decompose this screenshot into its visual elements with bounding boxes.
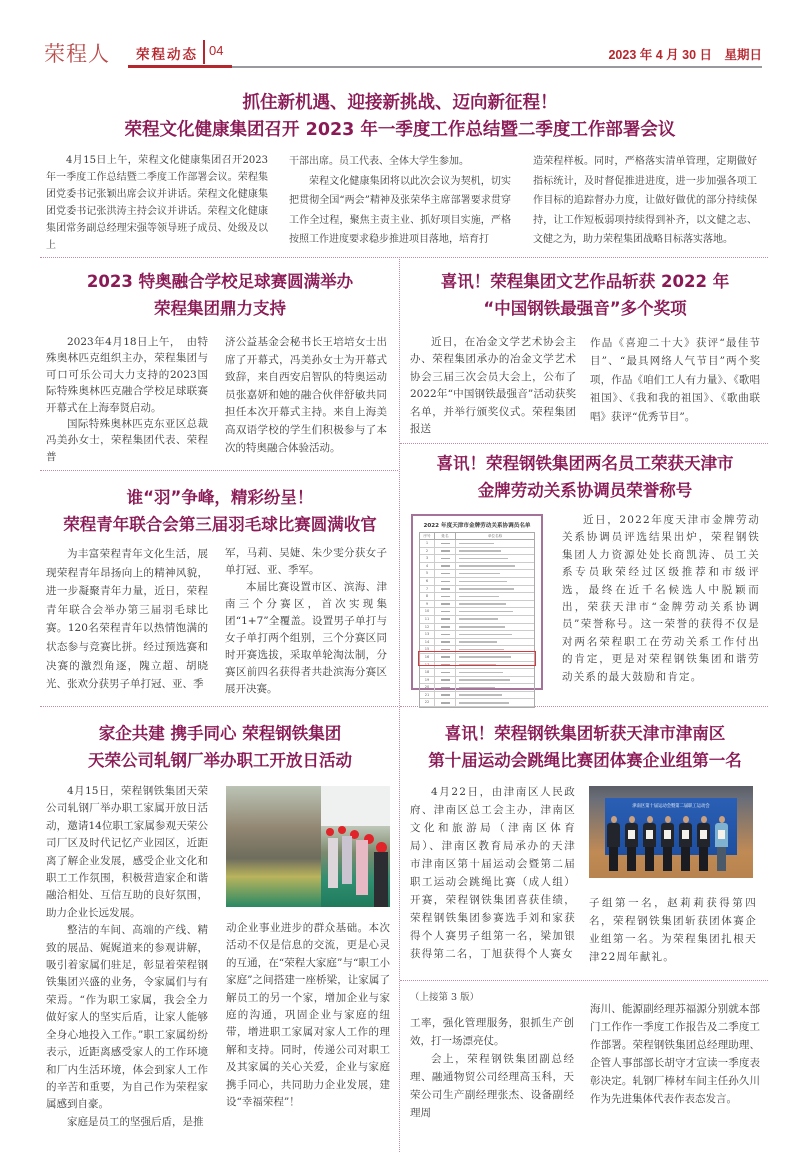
name-cell: [435, 586, 456, 593]
honoree-table-row: [420, 677, 534, 685]
honoree-table: [419, 532, 535, 708]
badminton-col-2: [225, 545, 387, 698]
company-cell: [456, 692, 534, 699]
team-member: [679, 816, 692, 872]
name-cell: [435, 692, 456, 699]
lead-article-col-3: [533, 152, 757, 250]
name-cell: [435, 578, 456, 585]
headline-line: 2023 特奥融合学校足球赛圆满举办: [86, 272, 354, 291]
honoree-table-row: [420, 669, 534, 677]
list-image-title: 2022 年度天津市金牌劳动关系协调员名单: [423, 523, 531, 529]
name-cell: [435, 570, 456, 577]
paragraph: 4月22日，由津南区人民政府、津南区总工会主办，津南区文化和旅游局（津南区体育局）、津南区教育局承办的天津市津南区第十届运动会暨第二届职工运动会跳绳比赛（成人组）开赛，荣程钢铁集团喜获佳绩，荣程钢铁集团参赛选手刘和家获得个人赛男子组第一名，梁加银获得第二名，丁旭获得个人赛女: [410, 786, 576, 960]
row-number: 5: [420, 570, 435, 577]
row-number: 4: [420, 563, 435, 570]
continued-col-2: [590, 1000, 760, 1108]
honoree-table-row: [420, 555, 534, 563]
paragraph: 海川、能源副经理苏福源分别就本部门工作作一季度工作报告及二季度工作部署。荣程钢铁集团总经理助理、企管人事部部长胡守才宣读一季度表彰决定。轧钢厂棒材车间主任孙久川作为先进集体代表作表态发言。: [590, 1003, 760, 1105]
company-cell: [456, 624, 534, 631]
steel-voice-headline: [400, 268, 770, 322]
newspaper-logo: 荣程人: [44, 42, 110, 66]
honoree-list-image: [411, 514, 543, 705]
steel-voice-col-2: [590, 334, 760, 426]
company-cell: [456, 699, 534, 706]
labor-coordinator-col-1: [562, 512, 760, 686]
issue-date: 2023 年 4 月 30 日 星期日: [608, 48, 762, 62]
backdrop-banner-text: 津南区第十届运动会暨第二届职工运动会: [632, 804, 710, 809]
row-number: 6: [420, 578, 435, 585]
special-olympics-col-2: [225, 334, 387, 457]
paragraph: 干部出席。员工代表、全体大学生参加。: [289, 156, 469, 167]
highlight-box: [418, 651, 536, 666]
company-cell: [456, 563, 534, 570]
award-team-photo: [589, 786, 753, 878]
team-member: [643, 816, 656, 872]
row-number: 20: [420, 684, 435, 691]
name-cell: [435, 540, 456, 547]
lead-article-headline: [40, 90, 760, 144]
visitor: [342, 836, 352, 884]
row-number: 10: [420, 608, 435, 615]
paragraph: 2023年4月18日上午， 由特殊奥林匹克组织主办，荣程集团与可口可乐公司大力支持的2023国际特殊奥林匹克融合学校足球联赛开幕式在上海奉贤启动。: [46, 336, 208, 414]
paragraph: 造荣程样板。同时，严格落实清单管理，定期做好指标统计，及时督促推进进度，进一步加强各项工作目标的追踪督办力度，让做好做优的部分持续保持，让工作短板弱项持续得到补齐，以文健之志、文健之为，助力荣程集团战略目标落实落地。: [533, 156, 757, 246]
rope-skipping-col-1: [410, 783, 576, 963]
page-number: 04: [209, 43, 224, 58]
name-cell: [435, 677, 456, 684]
rope-skipping-col-2: [589, 894, 757, 966]
horizontal-divider: [400, 980, 768, 981]
row-number: 1: [420, 540, 435, 547]
paragraph: 4月15日上午，荣程文化健康集团召开2023年一季度工作总结暨二季度工作部署会议。荣程集团党委书记张颖出席会议并讲话。荣程文化健康集团党委书记张洪涛主持会议并讲话。荣程文化健康集团常务副总经理宋强等领导班子成员、处级及以上: [46, 155, 268, 251]
horizontal-divider: [40, 470, 398, 471]
headline-line: 喜讯！荣程钢铁集团斩获天津市津南区: [444, 724, 726, 743]
honoree-table-row: [420, 601, 534, 609]
horizontal-divider: [400, 443, 768, 444]
row-number: 9: [420, 601, 435, 608]
headline-line: 荣程集团鼎力支持: [154, 299, 286, 318]
special-olympics-col-1: [46, 334, 208, 465]
company-cell: [456, 570, 534, 577]
steel-voice-col-1: [410, 334, 576, 438]
header-cell: 姓名: [435, 533, 456, 539]
honoree-table-body: [420, 540, 534, 707]
headline-line: 天荣公司轧钢厂举办职工开放日活动: [88, 751, 352, 770]
name-cell: [435, 555, 456, 562]
company-cell: [456, 669, 534, 676]
team-member: [625, 816, 638, 872]
name-cell: [435, 616, 456, 623]
company-cell: [456, 540, 534, 547]
lead-article-col-1: [46, 152, 268, 254]
paragraph: 整洁的车间、高端的产线、精致的展品、娓娓道来的参观讲解，吸引着家属们驻足，彰显着荣程钢铁集团兴盛的业务，令家属们与有荣焉。“作为职工家属，我会全力做好家人的坚实后盾，让家人能够全身心地投入工作。”职工家属纷纷表示，近距离感受家人的工作环境和厂内生活环境，体会到家人工作的辛苦和重要，为自己作为荣程家属感到自豪。: [46, 924, 208, 1111]
badminton-col-1: [46, 545, 208, 694]
team-member: [607, 816, 620, 872]
name-cell: [435, 624, 456, 631]
open-day-col-2: [226, 920, 390, 1111]
team-member: [715, 816, 728, 872]
row-number: 14: [420, 639, 435, 646]
row-number: 16: [420, 654, 435, 661]
headline-line: 金牌劳动关系协调员荣誉称号: [477, 481, 693, 500]
continued-from-label: （上接第 3 版）: [410, 992, 480, 1003]
header-rule: [232, 66, 762, 68]
paragraph: 济公益基金会秘书长王培培女士出席了开幕式，冯美孙女士为开幕式致辞，来自西安启智队的特奥运动员张嘉妍和她的融合伙伴舒敏共同担任本次开幕式主持。来自上海美高双语学校的学生们积极参与了本次的特奥融合体验活动。: [225, 336, 387, 454]
paragraph: 作品《喜迎二十大》获评“最佳节目”、“最具网络人气节目”两个奖项，作品《咱们工人有力量》、《歌唱祖国》、《我和我的祖国》、《歌曲联唱》获评“优秀节目”。: [590, 337, 760, 423]
name-cell: [435, 601, 456, 608]
visitor: [374, 852, 388, 907]
lead-article-col-2: [289, 152, 511, 250]
honoree-table-row: [420, 608, 534, 616]
row-number: 18: [420, 669, 435, 676]
row-number: 7: [420, 586, 435, 593]
honoree-table-row: [420, 699, 534, 707]
headline-line: 喜讯！荣程钢铁集团两名员工荣获天津市: [436, 454, 734, 473]
headline-line: 第十届运动会跳绳比赛团体赛企业组第一名: [428, 751, 742, 770]
paragraph: 荣程文化健康集团将以此次会议为契机，切实把贯彻全国“两会”精神及张荣华主席部署要求贯穿工作全过程，聚焦主责主业、抓好项目实施，严格按照工作进度要求稳步推进项目落地，培育打: [289, 175, 511, 246]
honoree-table-row: [420, 548, 534, 556]
glass-showcase: [226, 786, 321, 907]
headline-line: 荣程青年联合会第三届羽毛球比赛圆满收官: [63, 515, 377, 534]
horizontal-divider: [40, 257, 768, 258]
red-helmet: [338, 826, 346, 834]
horizontal-divider: [40, 706, 398, 707]
headline-line: “中国钢铁最强音”多个奖项: [483, 299, 687, 318]
honoree-table-row: [420, 570, 534, 578]
rope-skipping-headline: [400, 720, 770, 774]
row-number: 15: [420, 646, 435, 653]
honoree-table-header: [420, 533, 534, 540]
row-number: 13: [420, 631, 435, 638]
honoree-table-row: [420, 692, 534, 700]
headline-line: 家企共建 携手同心 荣程钢铁集团: [98, 724, 342, 743]
company-cell: [456, 555, 534, 562]
row-number: 22: [420, 699, 435, 706]
honoree-table-row: [420, 616, 534, 624]
header-cell: 单位名称: [487, 534, 503, 538]
paragraph: 家庭是员工的坚强后盾，是推: [67, 1115, 204, 1128]
visitor: [356, 840, 368, 895]
name-cell: [435, 548, 456, 555]
labor-coordinator-headline: [400, 450, 770, 504]
headline-line: 谁“羽”争峰，精彩纷呈！: [126, 488, 314, 507]
company-cell: [456, 548, 534, 555]
row-number: 12: [420, 624, 435, 631]
special-olympics-headline: [40, 268, 400, 322]
company-cell: [456, 639, 534, 646]
paragraph: 近日，在冶金文学艺术协会主办、荣程集团承办的冶金文学艺术协会三届三次会员大会上，公布了2022年“中国钢铁最强音”活动获奖名单，并举行颁奖仪式。荣程集团报送: [410, 336, 576, 436]
team-member: [697, 816, 710, 872]
red-helmet: [326, 828, 334, 836]
row-number: 21: [420, 692, 435, 699]
paragraph: 国际特殊奥林匹克东亚区总裁冯美孙女士，荣程集团代表、荣程普: [46, 418, 208, 463]
honoree-table-row: [420, 639, 534, 647]
honoree-table-row: [420, 593, 534, 601]
row-number: 2: [420, 548, 435, 555]
company-cell: [456, 608, 534, 615]
company-cell: [456, 631, 534, 638]
name-cell: [435, 608, 456, 615]
factory-visit-photo: [226, 786, 390, 907]
name-cell: [435, 684, 456, 691]
name-cell: [435, 593, 456, 600]
paragraph: 会上，荣程钢铁集团副总经理、融通物贸公司经理高玉科，天荣公司生产副经理张杰、设备副经理周: [410, 1053, 574, 1119]
visitor: [328, 838, 338, 888]
company-cell: [456, 578, 534, 585]
name-cell: [435, 631, 456, 638]
headline-line: 喜讯！荣程集团文艺作品斩获 2022 年: [440, 272, 730, 291]
row-number: 3: [420, 555, 435, 562]
paragraph: 军，马莉、吴婕、朱少雯分获女子单打冠、亚、季军。: [225, 547, 387, 576]
row-number: 8: [420, 593, 435, 600]
vertical-divider: [399, 257, 400, 1152]
continued-col-1: [410, 1014, 574, 1122]
paragraph: 工率，强化管理服务，狠抓生产创效，打一场漂亮仗。: [410, 1017, 574, 1047]
company-cell: [456, 586, 534, 593]
header-rule-accent: [128, 65, 232, 68]
paragraph: 为丰富荣程青年文化生活，展现荣程青年昂扬向上的精神风貌，进一步凝聚青年力量，近日，荣程青年联合会举办第三届羽毛球比赛。120名荣程青年以热情饱满的状态参与竞赛比拼。经过预选赛和决赛的激烈角逐，隗立超、胡晓光、张欢分获男子单打冠、亚、季: [46, 548, 208, 691]
name-cell: [435, 669, 456, 676]
row-number: 17: [420, 662, 435, 669]
company-cell: [456, 601, 534, 608]
badminton-headline: [40, 484, 400, 538]
honoree-table-row: [420, 578, 534, 586]
honoree-table-row: [420, 624, 534, 632]
paragraph: 动企业事业进步的群众基础。本次活动不仅是信息的交流，更是心灵的互通，在“荣程大家庭”与“职工小家庭”之间搭建一座桥梁，让家属了解员工的另一个家，增加企业与家庭的沟通，巩固企业与家庭的纽带，增进职工家属对家人工作的理解和支持。同时，传递公司对职工及其家属的关心关爱，企业与家庭携手同心，共同助力企业发展，建设“幸福荣程”！: [226, 922, 390, 1109]
company-cell: [456, 684, 534, 691]
honoree-table-row: [420, 540, 534, 548]
row-number: 19: [420, 677, 435, 684]
headline-line: 抓住新机遇、迎接新挑战、迈向新征程！: [242, 93, 558, 113]
paragraph: 4月15日，荣程钢铁集团天荣公司轧钢厂举办职工家属开放日活动，邀请14位职工家属参观天荣公司厂区及时代记忆产业园区，近距离了解企业发展，感受企业文化和职工工作氛围，积极营造家企和谐融洽相处、互信互助的良好氛围，助力企业长远发展。: [46, 785, 208, 919]
honoree-table-row: [420, 684, 534, 692]
team-member: [661, 816, 674, 872]
header-divider: [203, 40, 205, 64]
paragraph: 近日，2022年度天津市金牌劳动关系协调员评选结果出炉，荣程钢铁集团人力资源处处长商凯涛、员工关系专员耿荣经过区级推荐和市级评选，最终在近千名候选人中脱颖而出，荣获天津市“金牌劳动关系协调员”荣誉称号。这一荣誉的获得不仅是对两名荣程职工在劳动关系工作付出的肯定，更是对荣程钢铁集团和谐劳动关系的最大鼓励和肯定。: [562, 514, 760, 683]
open-day-headline: [40, 720, 400, 774]
corridor-ceiling: [321, 786, 390, 826]
name-cell: [435, 639, 456, 646]
paragraph: 本届比赛设置市区、滨海、津南三个分赛区，首次实现集团“1+7”全覆盖。设置男子单打与女子单打两个组别，三个分赛区同时开赛选拔，采取单轮淘汰制，分赛区前四名获得者共赴滨海分赛区展开决赛。: [225, 581, 387, 695]
honoree-table-row: [420, 631, 534, 639]
section-name: 荣程动态: [136, 47, 198, 63]
row-number: 11: [420, 616, 435, 623]
honoree-table-row: [420, 563, 534, 571]
header-cell: 序号: [420, 533, 435, 539]
headline-line: 荣程文化健康集团召开 2023 年一季度工作总结暨二季度工作部署会议: [124, 120, 676, 140]
company-cell: [456, 616, 534, 623]
open-day-col-1: [46, 783, 208, 1131]
company-cell: [456, 677, 534, 684]
name-cell: [435, 563, 456, 570]
name-cell: [435, 699, 456, 706]
paragraph: 子组第一名，赵莉莉获得第四名，荣程钢铁集团斩获团体赛企业组第一名。为荣程集团扎根天津22周年献礼。: [589, 897, 757, 963]
company-cell: [456, 593, 534, 600]
honoree-table-row: [420, 586, 534, 594]
